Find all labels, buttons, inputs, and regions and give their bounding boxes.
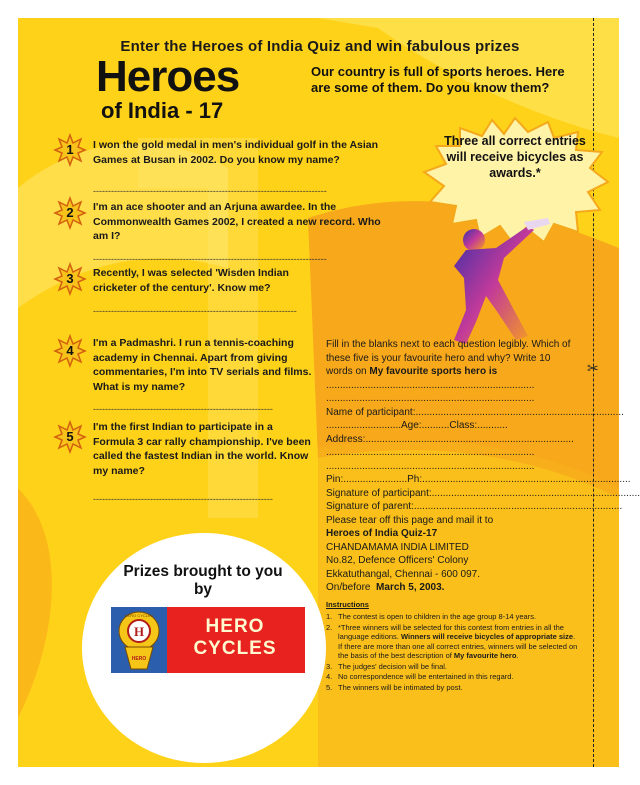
intro-text: Our country is full of sports heroes. Here are some of them. Do you know them?: [311, 64, 565, 95]
cricketer-image: [436, 218, 556, 348]
question-5-text: I'm the first Indian to participate in a Formula 3 car rally championship. I've been called the fastest Indian in the world. Know my name?: [93, 421, 311, 477]
hero-badge-icon: [111, 607, 167, 673]
entry-form: [326, 338, 640, 692]
instructions-heading: Instructions: [326, 599, 369, 609]
parent-signature-field[interactable]: Signature of parent:...........................................................................: [326, 501, 623, 512]
instruction-item: 1. The contest is open to children in the age group 8-14 years.: [326, 612, 537, 621]
mail-title: Heroes of India Quiz-17: [326, 528, 438, 539]
age-class-field[interactable]: ...........................Age:..........Class:...........: [326, 420, 508, 431]
question-4-text: I'm a Padmashri. I run a tennis-coaching academy in Chennai. Apart from giving commentaries, I'm into TV serials and films. What is my name?: [93, 337, 312, 393]
address-line-3[interactable]: ...........................................................................: [326, 460, 535, 472]
title-main: Heroes: [96, 52, 240, 101]
badge-bottom-text: HERO: [131, 656, 147, 662]
award-text: Three all correct entries will receive bicycles as awards.*: [444, 134, 586, 180]
instruction-item: 5. The winners will be intimated by post.: [326, 682, 463, 692]
address-line-company: CHANDAMAMA INDIA LIMITED: [326, 541, 469, 553]
question-4-badge: 4: [55, 336, 85, 366]
answer-line-5[interactable]: ------------------------------------------------------------: [93, 494, 273, 504]
badge-top-text: HERO CYCLES: [124, 613, 154, 618]
logo-line-2: CYCLES: [193, 638, 277, 659]
name-field[interactable]: Name of participant:...........................................................................: [326, 406, 624, 418]
answer-line-2[interactable]: ------------------------------------------------------------------------------: [93, 254, 327, 264]
form-instructions: Fill in the blanks next to each question legibly. Which of these five is your favourite hero and why? Write 10 words on My favourite sports hero is: [326, 339, 571, 377]
question-3-badge: 3: [55, 264, 85, 294]
mail-instruction: Please tear off this page and mail it to: [326, 514, 494, 526]
quiz-page: [18, 18, 640, 767]
scissors-icon: ✂: [587, 360, 599, 376]
instructions-list: [326, 612, 579, 692]
hero-cycles-wordmark: [170, 616, 300, 660]
participant-signature-field[interactable]: Signature of participant:...........................................................................: [326, 487, 640, 499]
instruction-item: 2. *Three winners will be selected for this contest from entries in all the language editions. Winners will receive bicycles of appropriate size. If there are more than one all correct entries, winners will be selected on the basis of the best description of My favourite hero.: [326, 622, 578, 660]
question-5-badge: 5: [55, 422, 85, 452]
favourite-line-2[interactable]: ...........................................................................: [326, 393, 535, 404]
answer-line-3[interactable]: --------------------------------------------------------------------: [93, 306, 297, 316]
address-field[interactable]: Address:...........................................................................: [326, 433, 574, 445]
instruction-item: 3. The judges' decision will be final.: [326, 661, 447, 671]
address-line-2[interactable]: ...........................................................................: [326, 447, 535, 458]
instruction-item: 4. No correspondence will be entertained in this regard.: [326, 672, 514, 681]
favourite-line-1[interactable]: ...........................................................................: [326, 379, 535, 391]
question-2-text: I'm an ace shooter and an Arjuna awardee. In the Commonwealth Games 2002, I created a new record. Who am I?: [93, 201, 381, 242]
question-2-badge: 2: [55, 198, 85, 228]
answer-line-1[interactable]: ------------------------------------------------------------------------------: [93, 186, 327, 196]
deadline: On/before March 5, 2003.: [326, 582, 445, 593]
title-sub: of India - 17: [101, 98, 224, 123]
prizes-text: Prizes brought to you by: [123, 563, 283, 598]
question-3-text: Recently, I was selected 'Wisden Indian cricketer of the century'. Know me?: [93, 267, 289, 294]
pin-phone-field[interactable]: Pin:.......................Ph:...........................................................................: [326, 474, 631, 485]
address-line-street: No.82, Defence Officers' Colony: [326, 555, 469, 566]
question-1-badge: 1: [55, 135, 85, 165]
headline: Enter the Heroes of India Quiz and win fabulous prizes: [120, 38, 520, 55]
answer-line-4[interactable]: ------------------------------------------------------------: [93, 404, 273, 414]
address-line-city: Ekkatuthangal, Chennai - 600 097.: [326, 568, 480, 580]
logo-line-1: HERO: [205, 616, 265, 637]
hero-badge: [111, 607, 167, 673]
question-1-text: I won the gold medal in men's individual golf in the Asian Games at Busan in 2002. Do you know my name?: [93, 139, 379, 166]
badge-letter: H: [133, 624, 145, 639]
